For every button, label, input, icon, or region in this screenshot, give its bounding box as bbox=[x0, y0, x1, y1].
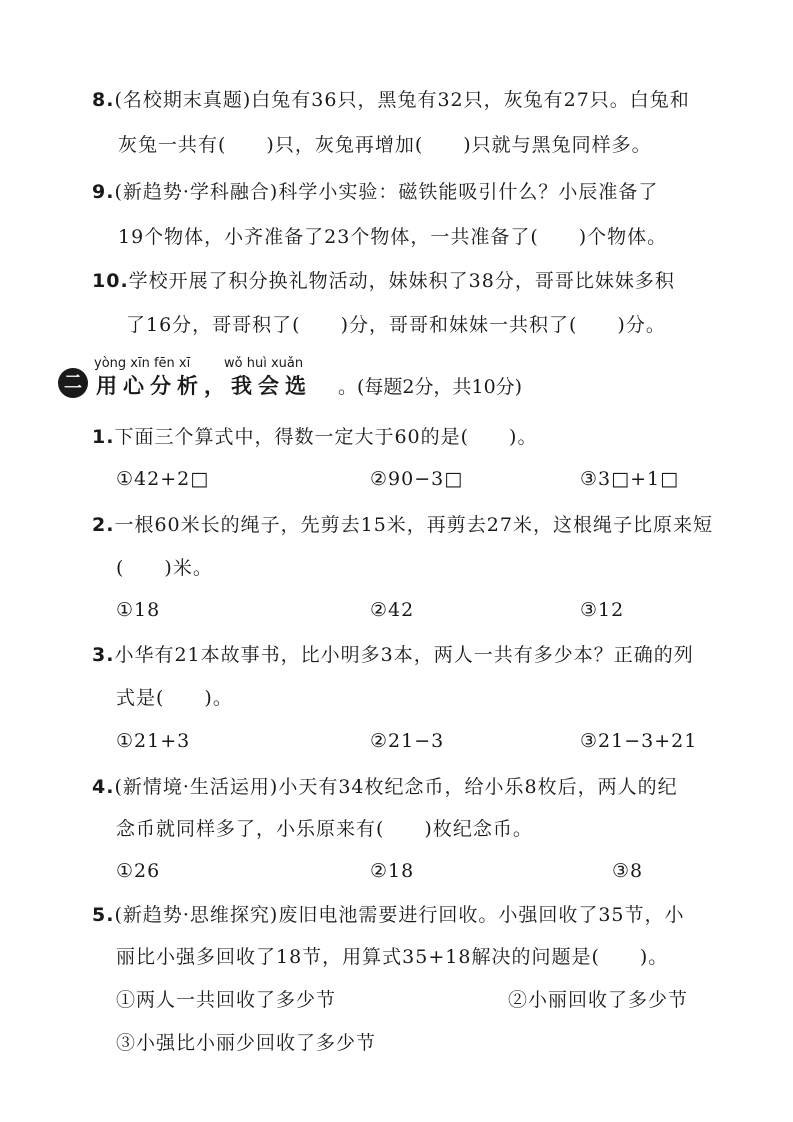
question-text: (名校期末真题)白兔有36只，黑兔有32只，灰兔有27只。白兔和 bbox=[114, 89, 690, 111]
question-text: 下面三个算式中，得数一定大于60的是( )。 bbox=[114, 426, 538, 448]
section-pinyin-1: yòng xīn fēn xī bbox=[94, 356, 191, 371]
section-pinyin-2: wǒ huì xuǎn bbox=[224, 356, 304, 371]
question-text: (新情境·生活运用)小天有34枚纪念币，给小乐8枚后，两人的纪 bbox=[114, 776, 678, 798]
question-number: 2. bbox=[92, 514, 115, 536]
question-number: 9. bbox=[92, 181, 115, 203]
option-3: ③12 bbox=[580, 599, 625, 621]
question-number: 5. bbox=[92, 904, 115, 926]
question-text: (新趋势·思维探究)废旧电池需要进行回收。小强回收了35节，小 bbox=[114, 904, 685, 926]
question-number: 4. bbox=[92, 776, 115, 798]
question-9-line-1 bbox=[92, 180, 658, 204]
option-2: ②21−3 bbox=[370, 730, 445, 752]
question-text: 小华有21本故事书，比小明多3本，两人一共有多少本？正确的列 bbox=[114, 644, 694, 666]
choice-question-4-line-1 bbox=[92, 775, 678, 799]
option-3: ③3□+1□ bbox=[580, 468, 680, 490]
question-number: 1. bbox=[92, 426, 115, 448]
option-1: ①18 bbox=[116, 599, 161, 621]
section-score-note: 。(每题2分，共10分) bbox=[338, 376, 523, 398]
choice-question-1-line-1 bbox=[92, 425, 537, 449]
option-2: ②小丽回收了多少节 bbox=[508, 989, 689, 1011]
choice-question-2-line-1 bbox=[92, 513, 713, 537]
option-3: ③8 bbox=[612, 860, 644, 882]
option-3: ③小强比小丽少回收了多少节 bbox=[116, 1032, 377, 1054]
section-number-badge: 二 bbox=[58, 368, 88, 398]
choice-question-3-line-1 bbox=[92, 643, 694, 667]
choice-question-3-line-2: 式是( )。 bbox=[116, 687, 233, 709]
question-number: 10. bbox=[92, 270, 129, 292]
question-8-line-2: 灰兔一共有( )只，灰兔再增加( )只就与黑兔同样多。 bbox=[118, 134, 652, 156]
section-title: 用心分析，我会选 bbox=[96, 373, 312, 398]
question-text: (新趋势·学科融合)科学小实验：磁铁能吸引什么？小辰准备了 bbox=[114, 181, 659, 203]
choice-question-5-line-2: 丽比小强多回收了18节，用算式35+18解决的问题是( )。 bbox=[116, 946, 669, 968]
option-2: ②90−3□ bbox=[370, 468, 464, 490]
option-2: ②18 bbox=[370, 860, 415, 882]
question-number: 3. bbox=[92, 644, 115, 666]
question-text: 学校开展了积分换礼物活动，妹妹积了38分，哥哥比妹妹多积 bbox=[128, 270, 675, 292]
option-2: ②42 bbox=[370, 599, 415, 621]
option-1: ①21+3 bbox=[116, 730, 191, 752]
question-10-line-1 bbox=[92, 269, 675, 293]
question-text: 一根60米长的绳子，先剪去15米，再剪去27米，这根绳子比原来短 bbox=[114, 514, 713, 536]
option-1: ①两人一共回收了多少节 bbox=[116, 989, 337, 1011]
question-8-line-1 bbox=[92, 88, 690, 112]
choice-question-2-line-2: ( )米。 bbox=[116, 557, 213, 579]
question-9-line-2: 19个物体，小齐准备了23个物体，一共准备了( )个物体。 bbox=[118, 226, 668, 248]
question-number: 8. bbox=[92, 89, 115, 111]
question-10-line-2: 了16分，哥哥积了( )分，哥哥和妹妹一共积了( )分。 bbox=[126, 314, 666, 336]
choice-question-5-line-1 bbox=[92, 903, 685, 927]
option-3: ③21−3+21 bbox=[580, 730, 698, 752]
option-1: ①42+2□ bbox=[116, 468, 210, 490]
option-1: ①26 bbox=[116, 860, 161, 882]
choice-question-4-line-2: 念币就同样多了，小乐原来有( )枚纪念币。 bbox=[116, 818, 533, 840]
